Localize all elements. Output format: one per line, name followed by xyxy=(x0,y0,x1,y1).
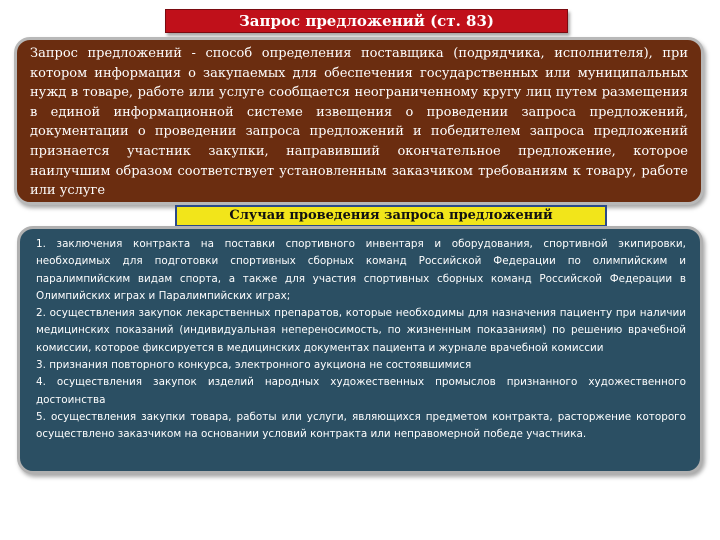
case-item-2: 2. осуществления закупок лекарственных препаратов, которые необходимы для назначения пациенту при наличии медицинских показаний (индивидуальная непереносимость, по жизненным показаниям) по решению врачебной комиссии, которое фиксируется в медицинских документах пациента и журнале врачебной комиссии xyxy=(36,307,686,354)
cases-heading: Случаи проведения запроса предложений xyxy=(175,205,607,227)
case-item-4: 4. осуществления закупок изделий народных художественных промыслов признанного художественного достоинства xyxy=(36,376,686,406)
case-item-1: 1. заключения контракта на поставки спортивного инвентаря и оборудования, спортивной экипировки, необходимых для подготовки спортивных сборных команд Российской Федерации по олимпийским и паралимпийским видам спорта, а также для участия спортивных сборных команд Российской Федерации в Олимпийских играх и Паралимпийских играх; xyxy=(36,238,686,302)
case-item-3: 3. признания повторного конкурса, электронного аукциона не состоявшимися xyxy=(36,359,472,372)
definition-text: Запрос предложений - способ определения поставщика (подрядчика, исполнителя), при котором информация о закупаемых для обеспечения государственных или муниципальных нужд в товаре, работе или услуге сообщается неограниченному кругу лиц путем размещения в единой информационной системе извещения о проведении запроса предложений, документации о проведении запроса предложений и победителем запроса предложений признается участник закупки, направивший окончательное предложение, которое наилучшим образом соответствует установленным заказчиком требованиям к товару, работе или услуге xyxy=(14,37,704,205)
case-item-5: 5. осуществления закупки товара, работы или услуги, являющихся предметом контракта, расторжение которого осуществлено заказчиком на основании условий контракта или неправомерной победе участника. xyxy=(36,410,686,441)
cases-list xyxy=(17,226,703,474)
page-title: Запрос предложений (ст. 83) xyxy=(165,9,568,33)
